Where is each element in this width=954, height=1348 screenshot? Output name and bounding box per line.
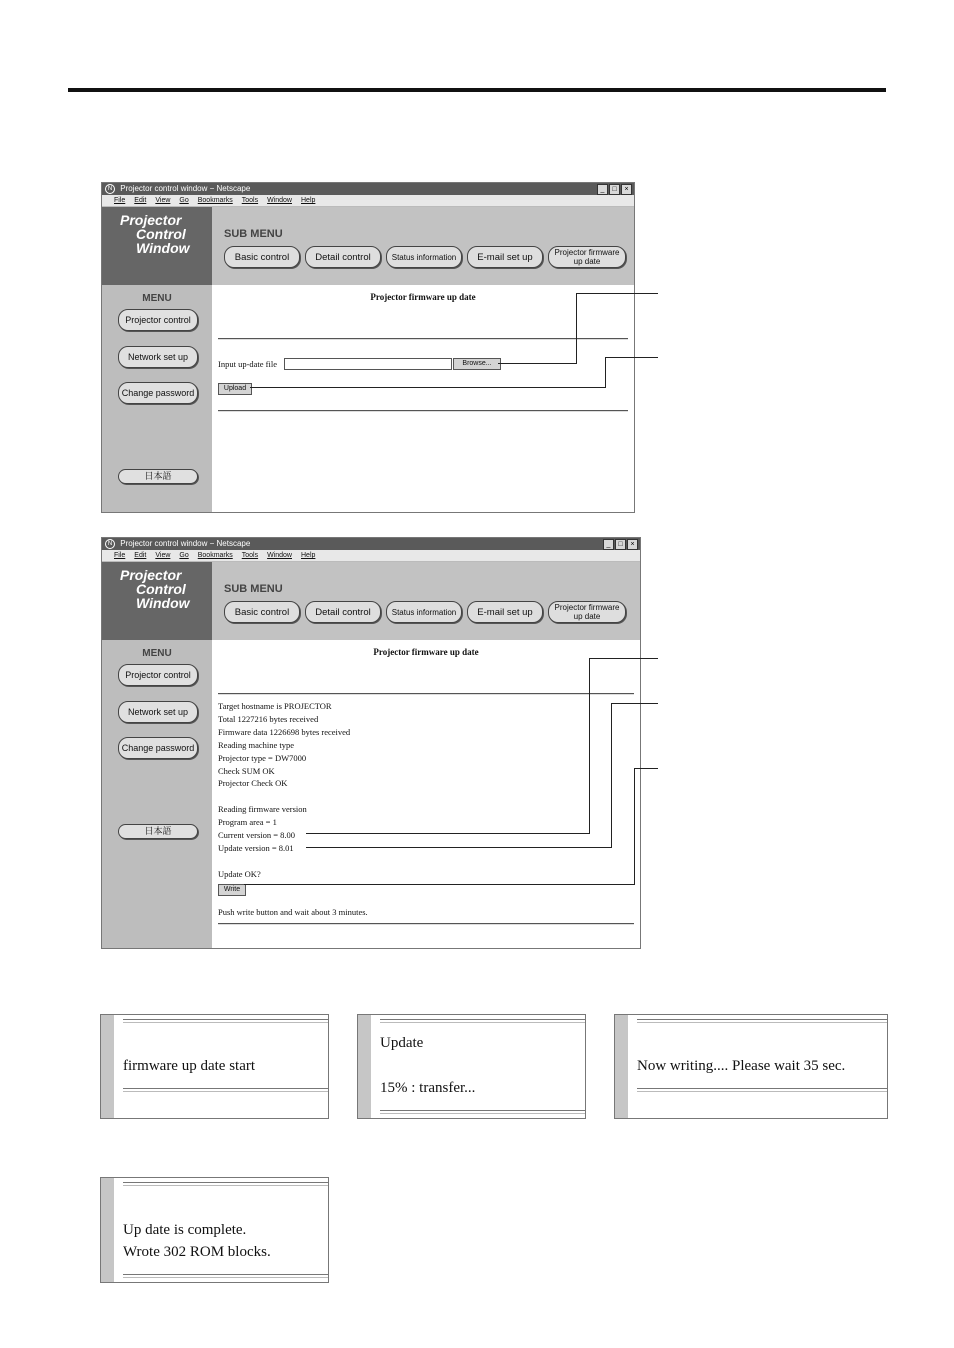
callout-line <box>576 293 577 363</box>
update-log <box>218 700 350 881</box>
browser-window-upload <box>101 182 635 513</box>
status-information-button[interactable]: Status information <box>386 601 462 623</box>
brand-line-1: Projector <box>120 567 182 583</box>
close-button[interactable]: × <box>621 184 632 195</box>
callout-line <box>605 357 606 387</box>
status-text: Now writing.... Please wait 35 sec. <box>637 1058 846 1074</box>
maximize-button[interactable]: □ <box>609 184 620 195</box>
brand-line-3: Window <box>136 595 190 611</box>
log-line: Firmware data 1226698 bytes received <box>218 726 351 737</box>
window-title: Projector control window − Netscape <box>120 184 251 193</box>
brand-logo <box>102 207 212 285</box>
email-setup-button[interactable]: E-mail set up <box>467 246 543 268</box>
menu-help[interactable]: Help <box>301 552 316 559</box>
menu-tools[interactable]: Tools <box>241 552 259 559</box>
status-information-button[interactable]: Status information <box>386 246 462 268</box>
callout-line <box>306 847 612 848</box>
menu-view[interactable]: View <box>155 197 171 204</box>
menu-edit[interactable]: Edit <box>134 552 147 559</box>
brand-line-3: Window <box>136 240 190 256</box>
log-line: Projector Check OK <box>218 778 288 789</box>
brand-line-1: Projector <box>120 212 182 228</box>
browse-button[interactable]: Browse... <box>453 358 501 370</box>
menu-help[interactable]: Help <box>301 197 316 204</box>
log-line: Reading machine type <box>218 739 295 750</box>
callout-line <box>250 387 606 388</box>
title-bar <box>102 183 634 195</box>
box-top-rule <box>380 1019 585 1023</box>
basic-control-button[interactable]: Basic control <box>224 246 300 268</box>
change-password-button[interactable]: Change password <box>118 382 198 404</box>
log-line: Program area = 1 <box>218 817 277 828</box>
projector-control-button[interactable]: Projector control <box>118 309 198 331</box>
left-menu <box>102 285 212 512</box>
callout-line <box>589 658 658 659</box>
page-title: Projector firmware up date <box>370 292 476 302</box>
status-box-transfer <box>357 1014 586 1119</box>
menu-window[interactable]: Window <box>267 197 292 204</box>
menu-bookmarks[interactable]: Bookmarks <box>197 552 233 559</box>
box-top-rule <box>123 1019 328 1023</box>
box-top-rule <box>123 1182 328 1186</box>
detail-control-button[interactable]: Detail control <box>305 246 381 268</box>
box-side-bar <box>358 1015 371 1118</box>
maximize-button[interactable]: □ <box>615 539 626 550</box>
log-line: Projector type = DW7000 <box>218 752 307 763</box>
box-side-bar <box>101 1015 114 1118</box>
left-menu <box>102 640 212 948</box>
box-side-bar <box>101 1178 114 1282</box>
box-bottom-rule <box>380 1110 585 1114</box>
page-header-rule <box>68 88 886 92</box>
callout-line <box>576 293 658 294</box>
status-box-complete <box>100 1177 329 1283</box>
box-bottom-rule <box>637 1088 887 1092</box>
submenu-title: SUB MENU <box>224 583 283 595</box>
brand-line-2: Control <box>136 581 186 597</box>
title-bar <box>102 538 640 550</box>
change-password-button[interactable]: Change password <box>118 737 198 759</box>
netscape-logo-icon: N <box>105 539 115 549</box>
callout-line <box>498 363 577 364</box>
callout-line <box>611 703 658 704</box>
brand-logo <box>102 562 212 640</box>
box-side-bar <box>615 1015 628 1118</box>
menu-file[interactable]: File <box>114 197 126 204</box>
close-button[interactable]: × <box>627 539 638 550</box>
network-setup-button[interactable]: Network set up <box>118 701 198 723</box>
menu-go[interactable]: Go <box>179 197 189 204</box>
window-title: Projector control window − Netscape <box>120 539 251 548</box>
divider <box>218 338 628 340</box>
callout-line <box>634 768 635 884</box>
box-bottom-rule <box>123 1088 328 1092</box>
log-line: Target hostname is PROJECTOR <box>218 701 332 711</box>
callout-line <box>306 833 590 834</box>
page-title: Projector firmware up date <box>373 647 479 657</box>
japanese-button[interactable]: 日本語 <box>118 824 198 839</box>
status-text: Update <box>380 1035 424 1051</box>
app-header <box>102 207 634 285</box>
log-line: Check SUM OK <box>218 765 275 776</box>
input-file-label: Input up-date file <box>218 359 278 369</box>
log-line: Total 1227216 bytes received <box>218 713 319 724</box>
upload-button[interactable]: Upload <box>218 383 252 395</box>
firmware-update-button[interactable]: Projector firmware up date <box>548 246 626 268</box>
log-line: Reading firmware version <box>218 804 307 815</box>
write-note: Push write button and wait about 3 minutes. <box>218 907 368 917</box>
status-text: Wrote 302 ROM blocks. <box>123 1244 271 1260</box>
menu-bar <box>102 195 634 207</box>
status-text: Up date is complete. <box>123 1222 247 1238</box>
status-box-start <box>100 1014 329 1119</box>
write-button[interactable]: Write <box>218 884 246 896</box>
box-top-rule <box>637 1019 887 1023</box>
firmware-update-button[interactable]: Projector firmware up date <box>548 601 626 623</box>
menu-view[interactable]: View <box>155 552 171 559</box>
log-line <box>218 790 350 803</box>
app-header <box>102 562 640 640</box>
callout-line <box>634 768 658 769</box>
menu-go[interactable]: Go <box>179 552 189 559</box>
minimize-button[interactable]: _ <box>603 539 614 550</box>
callout-line <box>605 357 658 358</box>
callout-line <box>611 703 612 847</box>
projector-control-button[interactable]: Projector control <box>118 664 198 686</box>
menu-window[interactable]: Window <box>267 552 292 559</box>
update-file-input[interactable] <box>284 358 452 370</box>
netscape-logo-icon: N <box>105 184 115 194</box>
callout-line <box>244 884 635 885</box>
status-text: firmware up date start <box>123 1058 256 1074</box>
basic-control-button[interactable]: Basic control <box>224 601 300 623</box>
japanese-button[interactable]: 日本語 <box>118 469 198 484</box>
status-text: 15% : transfer... <box>380 1080 476 1096</box>
log-line-update-version: Update version = 8.01 <box>218 842 294 853</box>
menu-bar <box>102 550 640 562</box>
email-setup-button[interactable]: E-mail set up <box>467 601 543 623</box>
log-line: Update OK? <box>218 868 261 879</box>
divider <box>218 410 628 412</box>
divider <box>218 923 634 925</box>
content-area <box>212 285 634 512</box>
menu-bookmarks[interactable]: Bookmarks <box>197 197 233 204</box>
log-line-current-version: Current version = 8.00 <box>218 830 296 841</box>
content-area <box>212 640 640 948</box>
detail-control-button[interactable]: Detail control <box>305 601 381 623</box>
menu-title: MENU <box>142 293 172 304</box>
submenu-title: SUB MENU <box>224 228 283 240</box>
menu-edit[interactable]: Edit <box>134 197 147 204</box>
minimize-button[interactable]: _ <box>597 184 608 195</box>
menu-tools[interactable]: Tools <box>241 197 259 204</box>
box-bottom-rule <box>123 1274 328 1278</box>
divider <box>218 693 634 695</box>
log-line <box>218 855 350 868</box>
menu-file[interactable]: File <box>114 552 126 559</box>
menu-title: MENU <box>142 648 172 659</box>
brand-line-2: Control <box>136 226 186 242</box>
browser-window-write <box>101 537 641 949</box>
status-box-writing <box>614 1014 888 1119</box>
callout-line <box>589 658 590 833</box>
network-setup-button[interactable]: Network set up <box>118 346 198 368</box>
